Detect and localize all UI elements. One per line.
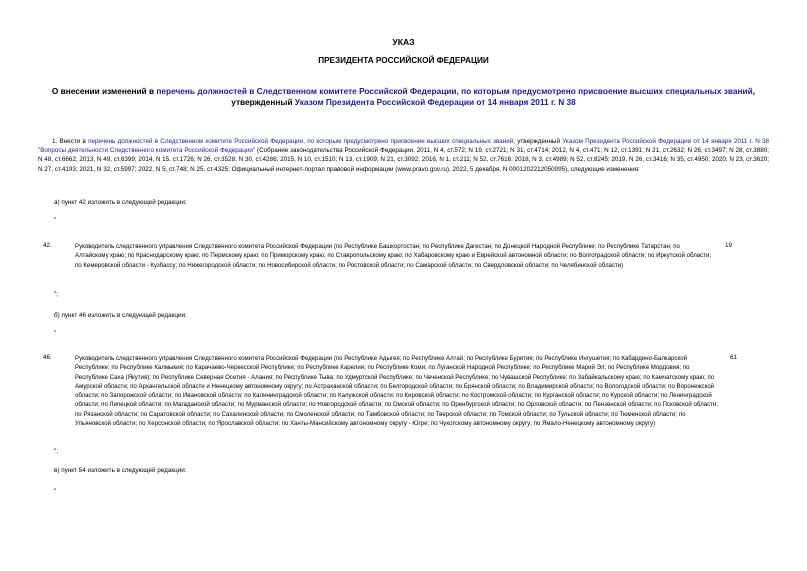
item-a-close-quote: "; xyxy=(54,291,58,298)
paragraph-text-2: , утвержденный xyxy=(513,138,563,145)
document-issuer: ПРЕЗИДЕНТА РОССИЙСКОЙ ФЕДЕРАЦИИ xyxy=(318,56,489,65)
item-c-label: в) пункт 54 изложить в следующей редакции: xyxy=(54,467,187,474)
paragraph-1 xyxy=(38,137,769,174)
document-title: УКАЗ xyxy=(392,37,415,47)
item-c-open-quote: " xyxy=(54,488,57,495)
row-46-number: 46. xyxy=(43,354,52,361)
row-42-text: Руководитель следственного управления Следственного комитета Российской Федерации (по Республике Башкортостан; по Республике Дагестан; по Донецкой Народной Республике; по Республике Татарстан; по Алтайскому краю; по Краснодарскому краю; по Пермскому краю; по Приморскому краю; по Ставропольскому краю; по Хабаровскому краю и Еврейской автономной области; по Волгоградской области; по Иркутской области; по Кемеровской области - Кузбассу; по Нижегородской области; по Новосибирской области; по Ростовской области; по Самарской области; по Свердловской области; по Челябинской области) xyxy=(75,243,712,269)
item-b-label: б) пункт 46 изложить в следующей редакции: xyxy=(54,312,187,319)
paragraph-link-decree[interactable]: Указом Президента Российской Федерации от 14 января 2011 г. N 38 "Вопросы деятельности Следственного комитета Российской Федерации" xyxy=(38,138,769,155)
paragraph-text-1: 1. Внести в xyxy=(52,138,89,145)
document-heading xyxy=(40,86,767,108)
item-b-close-quote: "; xyxy=(54,448,58,455)
row-46-text: Руководитель следственного управления Следственного комитета Российской Федерации (по Республике Адыгея; по Республике Алтай; по Республике Бурятия; по Республике Ингушетия; по Кабардино-Балкарской Республике; по Республике Калмыкия; по Карачаево-Черкесской Республике; по Республике Карелия; по Республике Коми; по Луганской Народной Республике; по Республике Марий Эл; по Республике Мордовия; по Республике Саха (Якутия); по Республике Северная Осетия - Алания; по Республике Тыва; по Удмуртской Республике; по Чеченской Республике; по Чувашской Республике; по Забайкальскому краю; по Камчатскому краю; по Амурской области; по Архангельской области и Ненецкому автономному округу; по Астраханской области; по Белгородской области; по Брянской области; по Владимирской области; по Вологодской области; по Воронежской области; по Запорожской области; по Ивановской области; по Калининградской области; по Калужской области; по Кировской области; по Костромской области; по Курганской области; по Курской области; по Ленинградской области; по Липецкой области; по Магаданской области; по Мурманской области; по Новгородской области; по Омской области; по Оренбургской области; по Орловской области; по Пензенской области; по Псковской области; по Рязанской области; по Саратовской области; по Сахалинской области; по Смоленской области; по Тамбовской области; по Тверской области; по Томской области; по Тульской области; по Тюменской области; по Ульяновской области; по Херсонской области; по Ярославской области; по Ханты-Мансийскому автономному округу - Югре; по Чукотскому автономному округу; по Ямало-Ненецкому автономному округу) xyxy=(75,355,719,428)
row-42-value: 19 xyxy=(725,242,733,249)
paragraph-text-3: (Собрание законодательства Российской Федерации, 2011, N 4, ст.572; N 19, ст.2721; N 31, ст.4714; 2012, N 4, ст.471; N 12, ст.1391; N 21, ст.2632; N 26, ст.3497; N 28, ст.3880; N 48, ст.6662; 2013, N 49, ст.6399; 2014, N 15, ст.1726; N 26, ст.3528; N 30, ст.4286; 2015, N 10, ст.1510; N 13, ст.1909; N 21, ст.3092; 2016, N 1, ст.211; N 52, ст.7616; 2018, N 3, ст.4989; N 52, ст.8245; 2019, N 26, ст.3416; N 35, ст.4950; 2020, N 23, ст.3620; N 27, ст.4193; 2021, N 32, ст.5997; 2022, N 5, ст.748; N 25, ст.4325; Официальный интернет-портал правовой информации (www.pravo.gov.ru), 2022, 5 декабря, N 0001202212050095), следующие изменения: xyxy=(38,147,769,173)
row-46-value: 61 xyxy=(730,354,738,361)
heading-link-list[interactable]: перечень должностей в Следственном комитете Российской Федерации, по которым предусмотрено присвоение высших специальных званий xyxy=(156,86,753,96)
item-a-open-quote: " xyxy=(54,217,57,224)
item-b-open-quote: " xyxy=(54,330,57,337)
item-a-label: а) пункт 42 изложить в следующей редакции: xyxy=(54,199,187,206)
paragraph-link-list[interactable]: перечень должностей в Следственном комитете Российской Федерации, по которым предусмотрено присвоение высших специальных званий xyxy=(88,138,514,145)
heading-link-decree[interactable]: Указом Президента Российской Федерации от 14 января 2011 г. N 38 xyxy=(294,97,576,107)
row-42-number: 42. xyxy=(43,242,52,249)
heading-text-1: О внесении изменений в xyxy=(51,86,157,96)
heading-text-2: , утвержденный xyxy=(231,86,756,107)
